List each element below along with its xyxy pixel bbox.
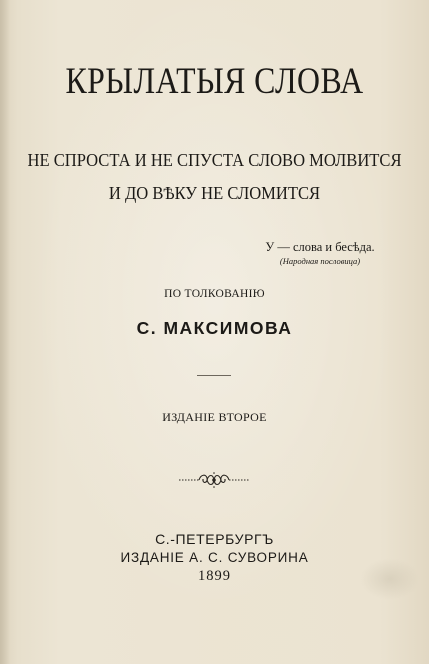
author-name: С. МАКСИМОВА (136, 318, 293, 338)
faded-stamp-mark (360, 558, 420, 600)
divider-rule (197, 375, 231, 376)
by-line: ПО ТОЛКОВАНІЮ (164, 288, 265, 300)
scroll-vignette-ornament-icon (177, 470, 251, 490)
epigraph-source: (Народная пословица) (279, 256, 361, 266)
motto-line-1: НЕ СПРОСТА И НЕ СПУСТА СЛОВО МОЛВИТСЯ (27, 150, 402, 170)
imprint-city: С.-ПЕТЕРБУРГЪ (155, 531, 274, 547)
book-title: КРЫЛАТЫЯ СЛОВА (65, 61, 364, 102)
epigraph-text: У — слова и бесѣда. (265, 240, 375, 254)
edition-label: ИЗДАНІЕ ВТОРОЕ (162, 410, 267, 424)
imprint-year: 1899 (198, 568, 231, 584)
epigraph (250, 240, 390, 266)
motto-line-2: И ДО ВѢКУ НЕ СЛОМИТСЯ (108, 183, 321, 203)
imprint-publisher: ИЗДАНІЕ А. С. СУВОРИНА (120, 550, 309, 565)
